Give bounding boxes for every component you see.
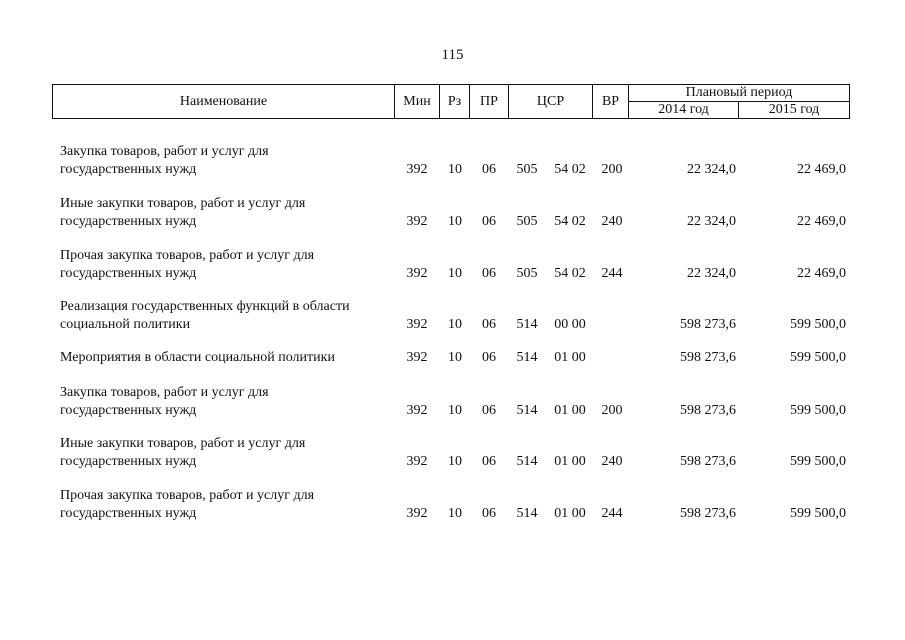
row-rz: 10 xyxy=(448,266,462,281)
row-vr: 240 xyxy=(601,454,623,469)
row-name-line-2: государственных нужд xyxy=(60,162,197,177)
row-amount-2015: 599 500,0 xyxy=(790,350,846,365)
header-rz: Рз xyxy=(440,85,470,118)
row-rz: 10 xyxy=(448,317,462,332)
row-pr: 06 xyxy=(482,454,496,469)
row-min: 392 xyxy=(406,317,428,332)
row-name-line-1: Закупка товаров, работ и услуг для xyxy=(60,144,269,159)
table-row xyxy=(0,384,905,424)
row-amount-2014: 22 324,0 xyxy=(687,162,736,177)
row-pr: 06 xyxy=(482,403,496,418)
row-rz: 10 xyxy=(448,506,462,521)
table-row xyxy=(0,195,905,235)
row-name-line-1: Иные закупки товаров, работ и услуг для xyxy=(60,436,306,451)
row-csr-code: 01 00 xyxy=(554,454,586,469)
row-pr: 06 xyxy=(482,266,496,281)
row-amount-2015: 599 500,0 xyxy=(790,454,846,469)
header-min: Мин xyxy=(395,85,440,118)
row-amount-2014: 598 273,6 xyxy=(680,403,736,418)
row-csr-code: 01 00 xyxy=(554,403,586,418)
row-pr: 06 xyxy=(482,162,496,177)
planned-period-title: Плановый период xyxy=(629,85,849,102)
row-csr-code: 01 00 xyxy=(554,350,586,365)
row-pr: 06 xyxy=(482,214,496,229)
header-year-2014: 2014 год xyxy=(629,102,739,118)
row-amount-2015: 599 500,0 xyxy=(790,506,846,521)
row-min: 392 xyxy=(406,454,428,469)
row-name-line-1: Прочая закупка товаров, работ и услуг для xyxy=(60,248,315,263)
row-name-line-2: государственных нужд xyxy=(60,214,197,229)
table-row xyxy=(0,247,905,287)
row-rz: 10 xyxy=(448,454,462,469)
row-rz: 10 xyxy=(448,214,462,229)
header-pr: ПР xyxy=(470,85,509,118)
page-number: 115 xyxy=(441,47,464,63)
row-amount-2014: 598 273,6 xyxy=(680,350,736,365)
row-rz: 10 xyxy=(448,403,462,418)
row-csr-program: 505 xyxy=(516,214,538,229)
row-name-line-2: государственных нужд xyxy=(60,506,197,521)
row-csr-program: 514 xyxy=(516,403,538,418)
row-amount-2014: 22 324,0 xyxy=(687,266,736,281)
row-min: 392 xyxy=(406,350,428,365)
row-amount-2015: 22 469,0 xyxy=(797,266,846,281)
row-csr-program: 514 xyxy=(516,317,538,332)
row-amount-2014: 598 273,6 xyxy=(680,506,736,521)
header-planned-period xyxy=(629,85,849,118)
row-min: 392 xyxy=(406,266,428,281)
header-csr: ЦСР xyxy=(509,85,593,118)
row-name-line-2: Мероприятия в области социальной политики xyxy=(60,350,335,365)
row-csr-code: 00 00 xyxy=(554,317,586,332)
row-name-line-1: Закупка товаров, работ и услуг для xyxy=(60,385,269,400)
row-vr: 200 xyxy=(601,403,623,418)
row-csr-code: 54 02 xyxy=(554,162,586,177)
table-row xyxy=(0,487,905,527)
row-pr: 06 xyxy=(482,350,496,365)
header-vr: ВР xyxy=(593,85,629,118)
row-vr: 240 xyxy=(601,214,623,229)
row-amount-2015: 22 469,0 xyxy=(797,162,846,177)
row-name-line-1: Иные закупки товаров, работ и услуг для xyxy=(60,196,306,211)
row-rz: 10 xyxy=(448,350,462,365)
table-row xyxy=(0,143,905,183)
row-amount-2014: 598 273,6 xyxy=(680,454,736,469)
row-name-line-2: государственных нужд xyxy=(60,266,197,281)
row-amount-2015: 22 469,0 xyxy=(797,214,846,229)
row-amount-2014: 598 273,6 xyxy=(680,317,736,332)
table-header xyxy=(52,84,850,119)
row-vr: 200 xyxy=(601,162,623,177)
row-csr-code: 01 00 xyxy=(554,506,586,521)
header-year-2015: 2015 год xyxy=(768,102,820,117)
row-vr: 244 xyxy=(601,506,623,521)
row-name-line-2: государственных нужд xyxy=(60,403,197,418)
row-pr: 06 xyxy=(482,506,496,521)
row-min: 392 xyxy=(406,403,428,418)
row-pr: 06 xyxy=(482,317,496,332)
row-name-line-1: Прочая закупка товаров, работ и услуг для xyxy=(60,488,315,503)
header-name: Наименование xyxy=(53,85,395,118)
row-csr-program: 514 xyxy=(516,454,538,469)
row-csr-code: 54 02 xyxy=(554,214,586,229)
row-vr: 244 xyxy=(601,266,623,281)
row-min: 392 xyxy=(406,162,428,177)
row-amount-2015: 599 500,0 xyxy=(790,403,846,418)
row-min: 392 xyxy=(406,506,428,521)
row-amount-2015: 599 500,0 xyxy=(790,317,846,332)
row-name-line-2: государственных нужд xyxy=(60,454,197,469)
row-csr-program: 505 xyxy=(516,162,538,177)
row-rz: 10 xyxy=(448,162,462,177)
table-row xyxy=(0,331,905,371)
table-row xyxy=(0,435,905,475)
row-csr-code: 54 02 xyxy=(554,266,586,281)
row-amount-2014: 22 324,0 xyxy=(687,214,736,229)
row-csr-program: 514 xyxy=(516,506,538,521)
row-csr-program: 505 xyxy=(516,266,538,281)
row-min: 392 xyxy=(406,214,428,229)
row-csr-program: 514 xyxy=(516,350,538,365)
row-name-line-1: Реализация государственных функций в области xyxy=(60,299,350,314)
row-name-line-2: социальной политики xyxy=(60,317,191,332)
